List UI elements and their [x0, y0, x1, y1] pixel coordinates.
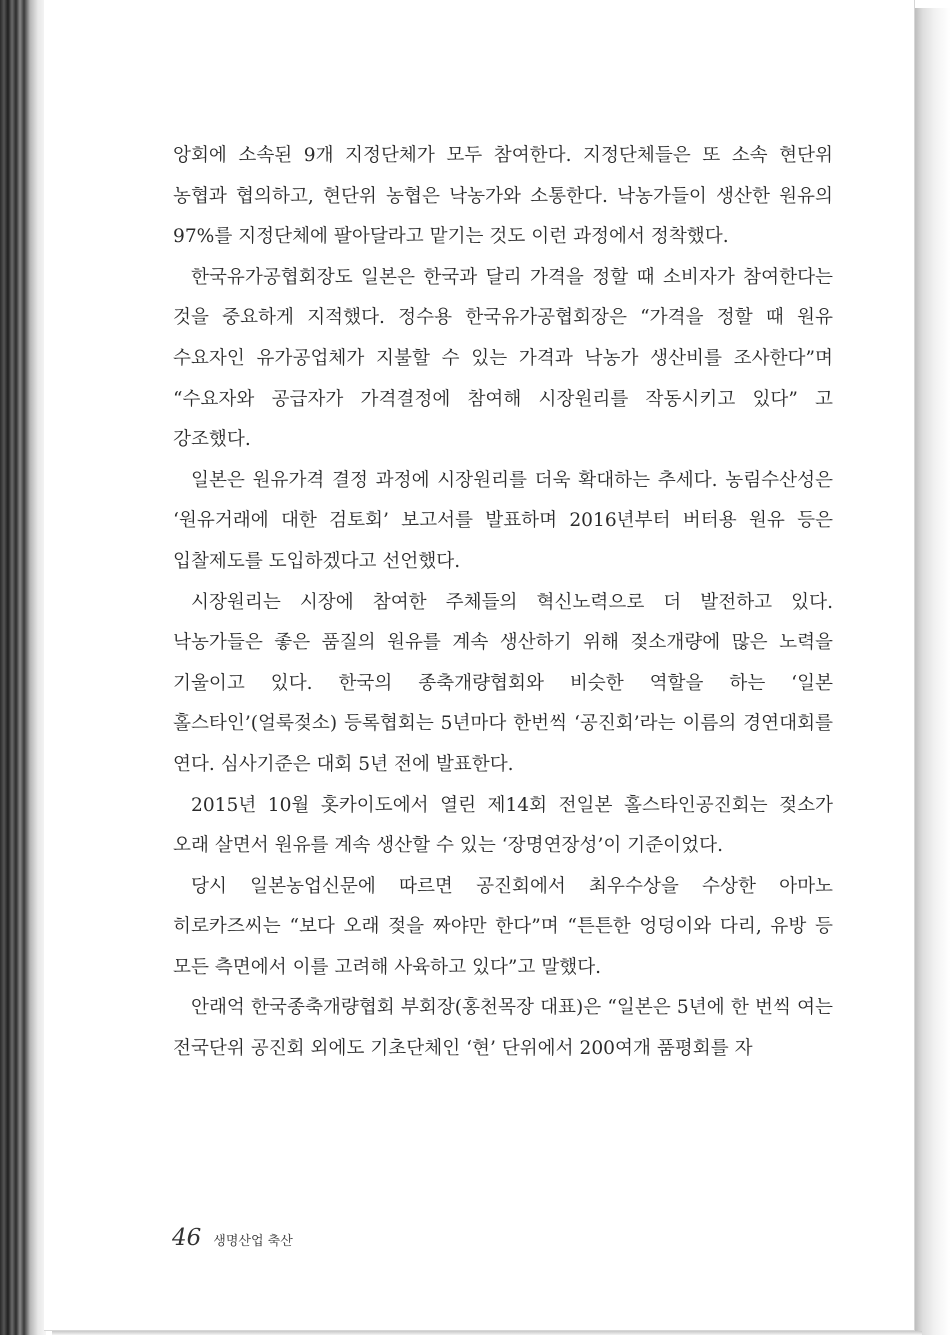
paragraph-5: 2015년 10월 홋카이도에서 열린 제14회 전일본 홀스타인공진회는 젖소가 오래 살면서 원유를 계속 생산할 수 있는 ‘장명연장성’이 기준이었다. — [173, 794, 833, 857]
page-shadow-right — [915, 8, 950, 1335]
book-binding-edge — [0, 0, 46, 1335]
paragraph-4: 시장원리는 시장에 참여한 주체들의 혁신노력으로 더 발전하고 있다. 낙농가들은 좋은 품질의 원유를 계속 생산하기 위해 젖소개량에 많은 노력을 기울이고 있다. 한국의 종축개량협회와 비슷한 역할을 하는 ‘일본 홀스타인’(얼룩젖소) 등록협회는 5년마다 한번씩 ‘공진회’라는 이름의 경연대회를 연다. 심사기준은 대회 5년 전에 발표한다. — [173, 591, 833, 775]
paragraph-2: 한국유가공협회장도 일본은 한국과 달리 가격을 정할 때 소비자가 참여한다는 것을 중요하게 지적했다. 정수용 한국유가공협회장은 “가격을 정할 때 원유 수요자인 유가공업체가 지불할 수 있는 가격과 낙농가 생산비를 조사한다”며 “수요자와 공급자가 가격결정에 참여해 시장원리를 작동시키고 있다” 고 강조했다. — [173, 266, 833, 451]
running-title: 생명산업 축산 — [213, 1234, 293, 1249]
paragraph-3: 일본은 원유가격 결정 과정에 시장원리를 더욱 확대하는 추세다. 농림수산성은 ‘원유거래에 대한 검토회’ 보고서를 발표하며 2016년부터 버터용 원유 등은 입찰제도를 도입하겠다고 선언했다. — [173, 469, 833, 572]
page-footer — [172, 1225, 293, 1255]
paragraph-7: 안래억 한국종축개량협회 부회장(홍천목장 대표)은 “일본은 5년에 한 번씩 여는 전국단위 공진회 외에도 기초단체인 ‘현’ 단위에서 200여개 품평회를 자 — [173, 997, 833, 1060]
paragraph-1: 앙회에 소속된 9개 지정단체가 모두 참여한다. 지정단체들은 또 소속 현단위 농협과 협의하고, 현단위 농협은 낙농가와 소통한다. 낙농가들이 생산한 원유의 97%를 지정단체에 팔아달라고 맡기는 것도 이런 과정에서 정착했다. — [173, 145, 833, 248]
page-number: 46 — [172, 1225, 202, 1251]
paragraph-6: 당시 일본농업신문에 따르면 공진회에서 최우수상을 수상한 아마노 히로카즈씨는 “보다 오래 젖을 짜야만 한다”며 “튼튼한 엉덩이와 다리, 유방 등 모든 측면에서 이를 고려해 사육하고 있다”고 말했다. — [173, 875, 833, 978]
body-text — [173, 136, 833, 1070]
page-shadow-bottom — [52, 1331, 922, 1335]
